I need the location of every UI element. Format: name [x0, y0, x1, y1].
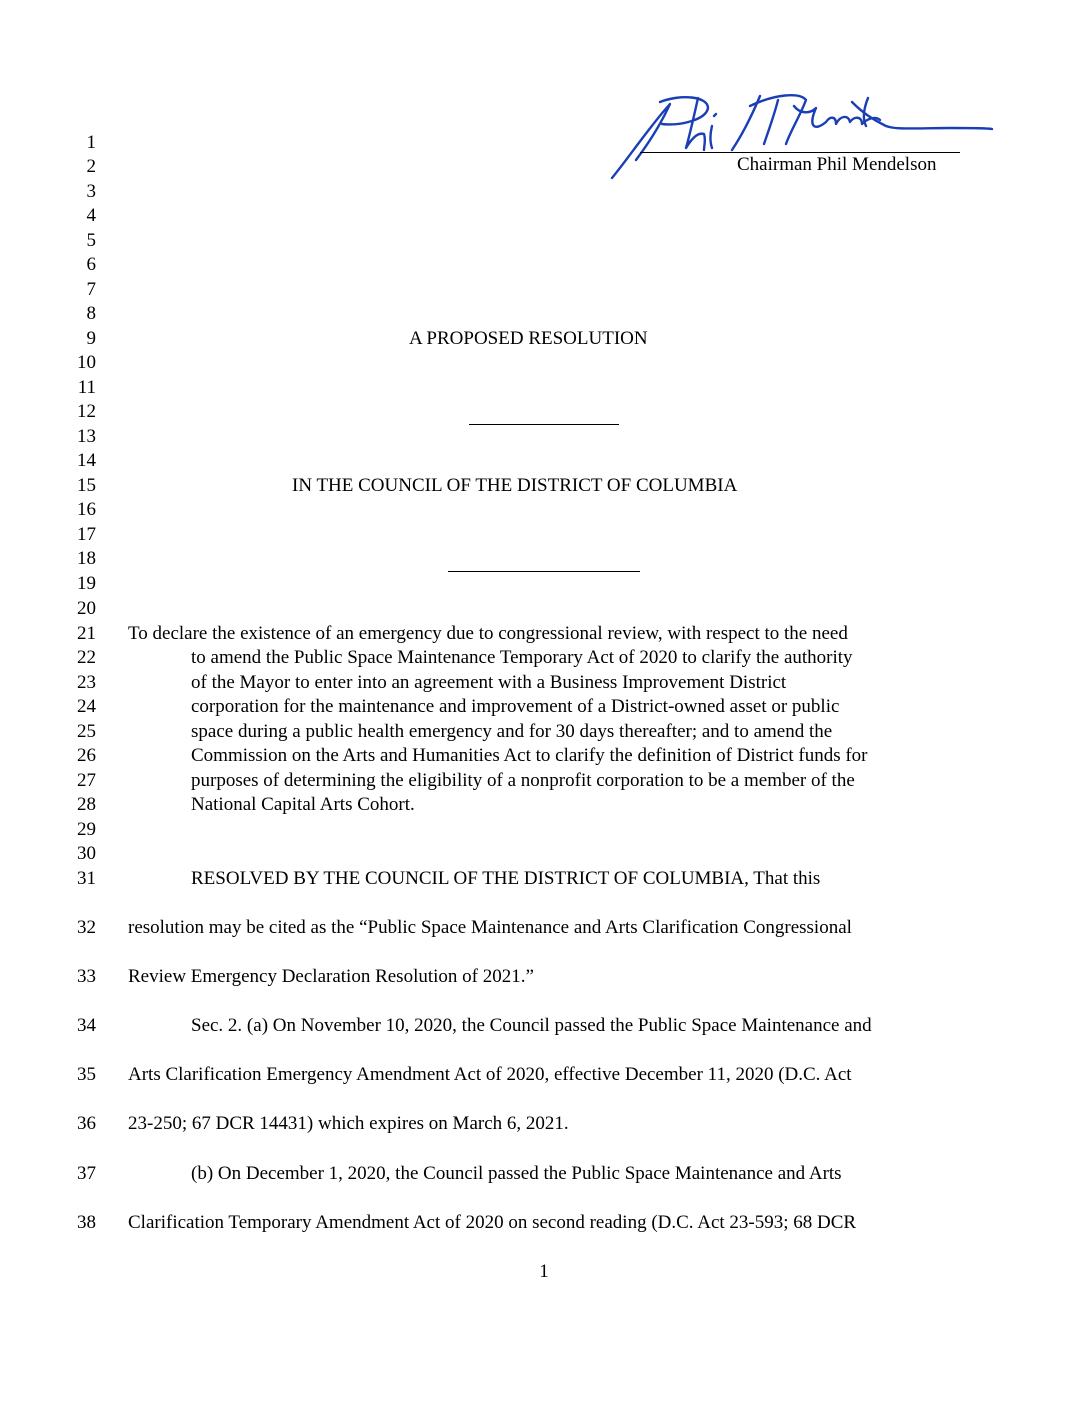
line-number: 30: [77, 843, 96, 864]
line-number: 22: [77, 647, 96, 668]
line-number: 14: [77, 450, 96, 471]
purpose-line: purposes of determining the eligibility of a nonprofit corporation to be a member of the: [191, 770, 855, 791]
line-number: 2: [86, 156, 96, 177]
body-line: Clarification Temporary Amendment Act of 2020 on second reading (D.C. Act 23-593; 68 DCR: [128, 1212, 857, 1233]
body-line: 23-250; 67 DCR 14431) which expires on March 6, 2021.: [128, 1113, 569, 1134]
body-line: Review Emergency Declaration Resolution of 2021.”: [128, 966, 534, 987]
council-rule: [448, 571, 640, 572]
line-number: 31: [77, 868, 96, 889]
line-number: 37: [77, 1163, 96, 1184]
line-number: 33: [77, 966, 96, 987]
line-number: 32: [77, 917, 96, 938]
line-number: 28: [77, 794, 96, 815]
body-line: RESOLVED BY THE COUNCIL OF THE DISTRICT OF COLUMBIA, That this: [191, 868, 821, 889]
line-number: 12: [77, 401, 96, 422]
line-number: 21: [77, 623, 96, 644]
line-number: 25: [77, 721, 96, 742]
page-number: 1: [539, 1261, 549, 1282]
signature-name: Chairman Phil Mendelson: [737, 154, 937, 175]
body-line: resolution may be cited as the “Public Space Maintenance and Arts Clarification Congressional: [128, 917, 852, 938]
line-number: 7: [86, 279, 96, 300]
purpose-line: Commission on the Arts and Humanities Act to clarify the definition of District funds for: [191, 745, 868, 766]
purpose-line: To declare the existence of an emergency due to congressional review, with respect to the need: [128, 623, 848, 644]
line-number: 26: [77, 745, 96, 766]
line-number: 5: [86, 230, 96, 251]
line-number: 15: [77, 475, 96, 496]
line-number: 8: [86, 303, 96, 324]
line-number: 11: [77, 377, 96, 398]
line-number: 27: [77, 770, 96, 791]
title-rule: [469, 424, 619, 425]
line-number: 29: [77, 819, 96, 840]
purpose-line: National Capital Arts Cohort.: [191, 794, 415, 815]
line-number: 4: [86, 205, 96, 226]
line-number: 16: [77, 499, 96, 520]
council-heading: IN THE COUNCIL OF THE DISTRICT OF COLUMBIA: [292, 475, 738, 496]
line-number: 17: [77, 524, 96, 545]
line-number: 6: [86, 254, 96, 275]
purpose-line: space during a public health emergency and for 30 days thereafter; and to amend the: [191, 721, 833, 742]
line-number: 36: [77, 1113, 96, 1134]
document-title: A PROPOSED RESOLUTION: [409, 328, 648, 349]
line-number: 23: [77, 672, 96, 693]
line-number: 1: [86, 132, 96, 153]
line-number: 20: [77, 598, 96, 619]
line-number: 9: [86, 328, 96, 349]
line-number: 38: [77, 1212, 96, 1233]
line-number: 34: [77, 1015, 96, 1036]
line-number: 13: [77, 426, 96, 447]
line-number: 19: [77, 573, 96, 594]
body-line: (b) On December 1, 2020, the Council passed the Public Space Maintenance and Arts: [191, 1163, 842, 1184]
line-number: 18: [77, 548, 96, 569]
line-number: 10: [77, 352, 96, 373]
purpose-line: corporation for the maintenance and improvement of a District-owned asset or public: [191, 696, 840, 717]
purpose-line: to amend the Public Space Maintenance Temporary Act of 2020 to clarify the authority: [191, 647, 853, 668]
line-number: 24: [77, 696, 96, 717]
body-line: Sec. 2. (a) On November 10, 2020, the Council passed the Public Space Maintenance and: [191, 1015, 872, 1036]
body-line: Arts Clarification Emergency Amendment Act of 2020, effective December 11, 2020 (D.C. Act: [128, 1064, 852, 1085]
line-number: 35: [77, 1064, 96, 1085]
purpose-line: of the Mayor to enter into an agreement with a Business Improvement District: [191, 672, 787, 693]
line-number: 3: [86, 181, 96, 202]
